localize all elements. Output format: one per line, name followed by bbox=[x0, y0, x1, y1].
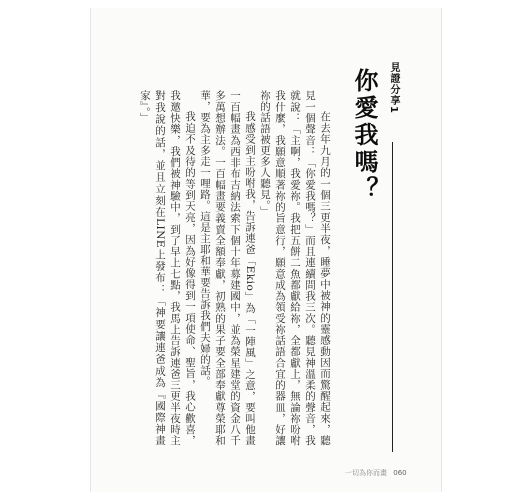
page-number: 060 bbox=[393, 469, 407, 477]
section-divider bbox=[392, 142, 393, 452]
running-title: 一切為你而畫 bbox=[345, 469, 387, 477]
paragraph: 在去年九月的一個三更半夜，睡夢中被神的靈感動因而驚醒起來，聽見一個聲音：「你愛我嗎？」而且連續問我三次。聽見神溫柔的聲音，我就說：「主啊，我愛祢。我把五餅二魚都獻給祢，全都獻上，無論祢吩咐我什麼，我願意順著祢的旨意行，願意成為領受祢話語合宜的器皿，好讓祢的話語被更多人聽見。」 bbox=[259, 90, 331, 446]
paragraph: 我感受到主吩咐我，告訴連爸「Ekio」為「一陣風」之意，要叫他畫一百幅畫為西非布吉納法索下個十年募建國中，並為榮星建堂的資金八千多萬想辦法。一百幅畫要義賣全額奉獻，初熟的果子要全部奉獻尊榮耶和華，要為主多走一哩路。這是主耶和華要告訴我們夫婦的話。 bbox=[199, 90, 256, 446]
body-text bbox=[137, 90, 332, 446]
chapter-title: 你愛我嗎？ bbox=[350, 68, 378, 203]
paragraph: 我迫不及待的等到天亮，因為好像得到一項使命、聖旨，我心歡喜，我邀快樂，我們被神驗中，到了早上七點，我馬上告訴連爸三更半夜時主對我說的話，並且立刻在LINE上發布：「神要讓連爸成為『國際神畫家』。」 bbox=[139, 90, 196, 446]
section-label: 見證分享1 bbox=[388, 62, 399, 114]
page-footer bbox=[345, 468, 407, 478]
